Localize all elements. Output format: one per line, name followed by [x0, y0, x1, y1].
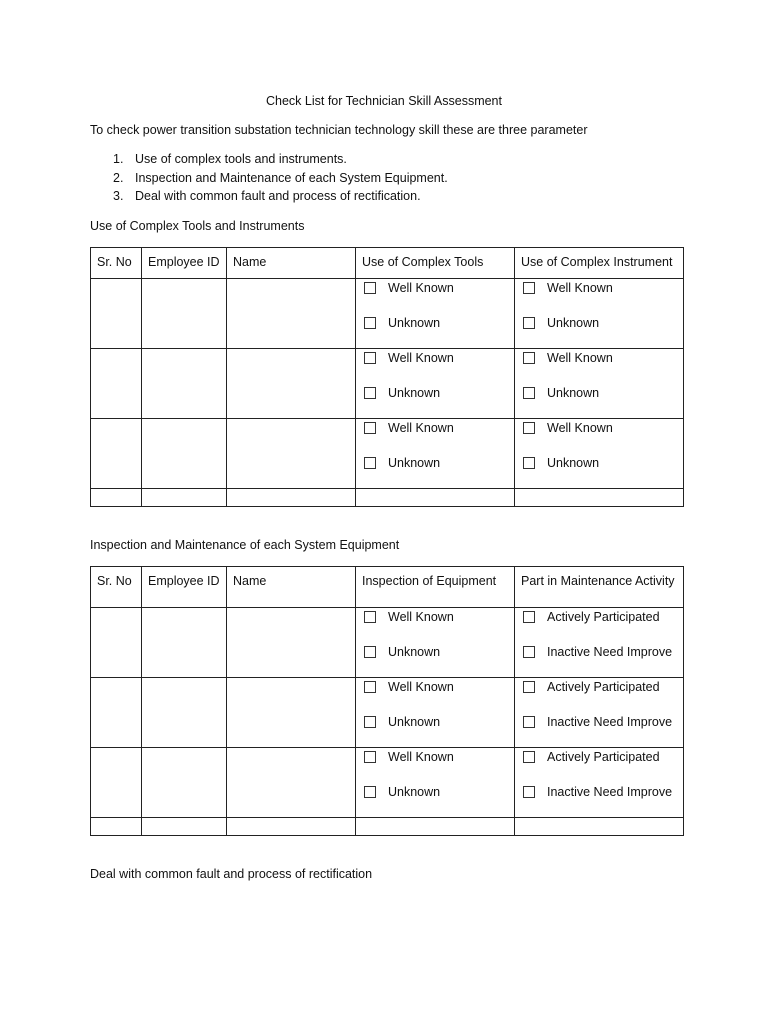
- option-label: Inactive Need Improve: [547, 715, 673, 729]
- option-unknown[interactable]: [364, 456, 440, 470]
- table-row: [91, 419, 684, 489]
- cell-name[interactable]: [227, 818, 356, 836]
- option-label: Well Known: [547, 421, 613, 435]
- option-unknown[interactable]: [364, 386, 440, 400]
- option-well-known[interactable]: [523, 281, 613, 295]
- table-row: [91, 279, 684, 349]
- option-label: Well Known: [388, 351, 454, 365]
- option-label: Unknown: [388, 456, 441, 470]
- cell-sr-no[interactable]: [91, 349, 142, 419]
- list-item-text: Inspection and Maintenance of each System Equipment.: [135, 171, 448, 185]
- cell-instrument-options[interactable]: [515, 489, 684, 507]
- option-label: Well Known: [388, 750, 454, 764]
- option-actively-participated[interactable]: [523, 680, 660, 694]
- checkbox[interactable]: [523, 387, 535, 399]
- option-unknown[interactable]: [364, 785, 440, 799]
- list-item-number: 1.: [113, 152, 124, 166]
- checkbox[interactable]: [523, 786, 535, 798]
- option-label: Well Known: [388, 610, 454, 624]
- option-well-known[interactable]: [364, 421, 454, 435]
- cell-name[interactable]: [227, 279, 356, 349]
- cell-tools-options[interactable]: [356, 489, 515, 507]
- option-label: Unknown: [547, 456, 600, 470]
- checkbox[interactable]: [523, 716, 535, 728]
- header-complex-tools: Use of Complex Tools: [356, 248, 515, 279]
- option-label: Unknown: [388, 386, 441, 400]
- cell-inspection-options[interactable]: [356, 818, 515, 836]
- option-unknown[interactable]: [523, 386, 599, 400]
- option-well-known[interactable]: [364, 281, 454, 295]
- header-complex-instrument: Use of Complex Instrument: [515, 248, 684, 279]
- option-well-known[interactable]: [523, 351, 613, 365]
- option-unknown[interactable]: [523, 316, 599, 330]
- table-row: [91, 748, 684, 818]
- table-header-row: [91, 567, 684, 608]
- option-well-known[interactable]: [364, 351, 454, 365]
- tools-table: [90, 247, 684, 507]
- option-label: Actively Participated: [547, 680, 660, 694]
- list-item-number: 3.: [113, 189, 124, 203]
- cell-name[interactable]: [227, 748, 356, 818]
- checkbox[interactable]: [364, 457, 376, 469]
- checkbox[interactable]: [523, 611, 535, 623]
- table-row-empty: [91, 489, 684, 507]
- cell-sr-no[interactable]: [91, 419, 142, 489]
- cell-name[interactable]: [227, 349, 356, 419]
- cell-tools-options: [356, 279, 515, 349]
- checkbox[interactable]: [364, 646, 376, 658]
- table-row: [91, 349, 684, 419]
- option-label: Well Known: [388, 421, 454, 435]
- option-label: Unknown: [388, 785, 441, 799]
- option-label: Unknown: [547, 316, 600, 330]
- checkbox[interactable]: [523, 457, 535, 469]
- table-header-row: [91, 248, 684, 279]
- cell-employee-id[interactable]: [142, 818, 227, 836]
- checkbox[interactable]: [523, 282, 535, 294]
- cell-inspection-options: [356, 678, 515, 748]
- option-unknown[interactable]: [523, 456, 599, 470]
- option-unknown[interactable]: [364, 715, 440, 729]
- cell-sr-no[interactable]: [91, 818, 142, 836]
- cell-name[interactable]: [227, 678, 356, 748]
- option-unknown[interactable]: [364, 316, 440, 330]
- option-label: Actively Participated: [547, 610, 660, 624]
- cell-employee-id[interactable]: [142, 608, 227, 678]
- option-label: Unknown: [388, 715, 441, 729]
- checkbox[interactable]: [364, 681, 376, 693]
- checkbox[interactable]: [523, 646, 535, 658]
- checkbox[interactable]: [364, 317, 376, 329]
- cell-employee-id[interactable]: [142, 489, 227, 507]
- option-label: Well Known: [547, 281, 613, 295]
- option-label: Well Known: [388, 680, 454, 694]
- cell-employee-id[interactable]: [142, 419, 227, 489]
- option-well-known[interactable]: [364, 610, 454, 624]
- cell-maintenance-options[interactable]: [515, 818, 684, 836]
- option-inactive-need-improve[interactable]: [523, 785, 672, 799]
- cell-sr-no[interactable]: [91, 279, 142, 349]
- cell-maintenance-options: [515, 748, 684, 818]
- cell-instrument-options: [515, 349, 684, 419]
- cell-inspection-options: [356, 608, 515, 678]
- option-label: Unknown: [388, 645, 441, 659]
- list-item-number: 2.: [113, 171, 124, 185]
- cell-name[interactable]: [227, 608, 356, 678]
- cell-sr-no[interactable]: [91, 748, 142, 818]
- checkbox[interactable]: [364, 786, 376, 798]
- option-label: Unknown: [547, 386, 600, 400]
- cell-instrument-options: [515, 279, 684, 349]
- option-label: Unknown: [388, 316, 441, 330]
- option-label: Well Known: [388, 281, 454, 295]
- cell-employee-id[interactable]: [142, 748, 227, 818]
- cell-employee-id[interactable]: [142, 678, 227, 748]
- checkbox[interactable]: [523, 751, 535, 763]
- header-employee-id: Employee ID: [142, 248, 227, 279]
- checkbox[interactable]: [364, 387, 376, 399]
- option-actively-participated[interactable]: [523, 750, 660, 764]
- cell-name[interactable]: [227, 419, 356, 489]
- option-label: Actively Participated: [547, 750, 660, 764]
- cell-inspection-options: [356, 748, 515, 818]
- list-item-text: Deal with common fault and process of rectification.: [135, 189, 421, 203]
- cell-sr-no[interactable]: [91, 608, 142, 678]
- cell-sr-no[interactable]: [91, 678, 142, 748]
- option-label: Inactive Need Improve: [547, 785, 673, 799]
- checkbox[interactable]: [523, 422, 535, 434]
- header-inspection-equipment: Inspection of Equipment: [356, 567, 515, 608]
- cell-tools-options: [356, 349, 515, 419]
- checkbox[interactable]: [364, 751, 376, 763]
- cell-instrument-options: [515, 419, 684, 489]
- option-inactive-need-improve[interactable]: [523, 645, 672, 659]
- header-maintenance-activity: Part in Maintenance Activity: [515, 567, 684, 608]
- cell-tools-options: [356, 419, 515, 489]
- option-label: Well Known: [547, 351, 613, 365]
- header-name: Name: [227, 248, 356, 279]
- checkbox[interactable]: [523, 681, 535, 693]
- option-well-known[interactable]: [523, 421, 613, 435]
- checkbox[interactable]: [364, 282, 376, 294]
- option-inactive-need-improve[interactable]: [523, 715, 672, 729]
- section-title-inspection: Inspection and Maintenance of each System Equipment: [90, 538, 400, 552]
- cell-employee-id[interactable]: [142, 279, 227, 349]
- inspection-table: [90, 566, 684, 836]
- header-sr-no: Sr. No: [91, 248, 142, 279]
- document-title: Check List for Technician Skill Assessment: [266, 94, 502, 108]
- list-item-text: Use of complex tools and instruments.: [135, 152, 347, 166]
- header-sr-no: Sr. No: [91, 567, 142, 608]
- cell-sr-no[interactable]: [91, 489, 142, 507]
- option-well-known[interactable]: [364, 750, 454, 764]
- header-name: Name: [227, 567, 356, 608]
- checkbox[interactable]: [523, 352, 535, 364]
- option-well-known[interactable]: [364, 680, 454, 694]
- cell-maintenance-options: [515, 678, 684, 748]
- section-title-tools: Use of Complex Tools and Instruments: [90, 219, 305, 233]
- checkbox[interactable]: [364, 716, 376, 728]
- table-row-empty: [91, 818, 684, 836]
- checkbox[interactable]: [523, 317, 535, 329]
- cell-name[interactable]: [227, 489, 356, 507]
- option-unknown[interactable]: [364, 645, 440, 659]
- cell-maintenance-options: [515, 608, 684, 678]
- table-row: [91, 678, 684, 748]
- checkbox[interactable]: [364, 422, 376, 434]
- option-label: Inactive Need Improve: [547, 645, 673, 659]
- cell-employee-id[interactable]: [142, 349, 227, 419]
- header-employee-id: Employee ID: [142, 567, 227, 608]
- intro-text: To check power transition substation technician technology skill these are three parameter: [90, 123, 588, 137]
- table-row: [91, 608, 684, 678]
- checkbox[interactable]: [364, 352, 376, 364]
- checkbox[interactable]: [364, 611, 376, 623]
- section-title-fault: Deal with common fault and process of rectification: [90, 867, 373, 881]
- option-actively-participated[interactable]: [523, 610, 660, 624]
